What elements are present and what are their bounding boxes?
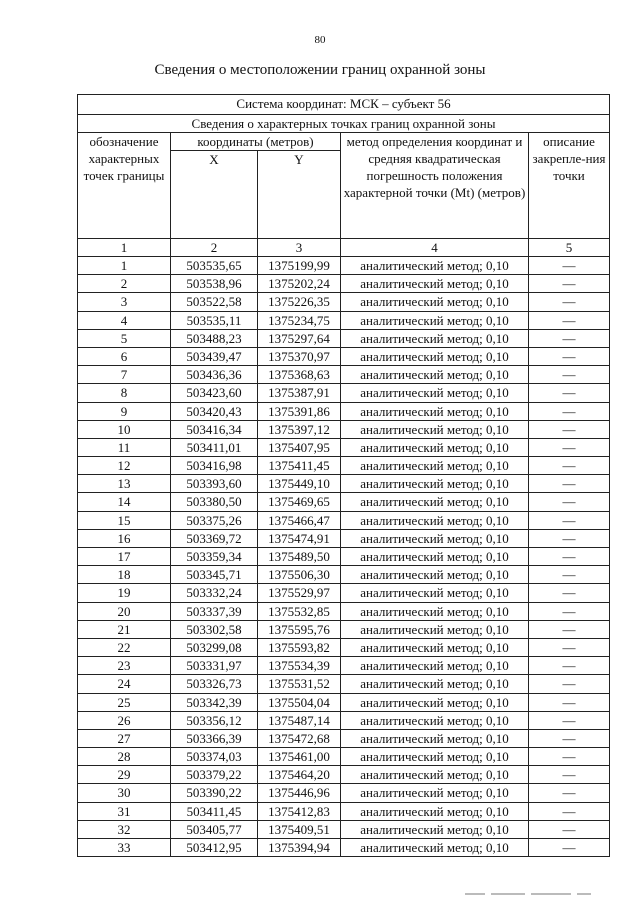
point-number: 26 bbox=[78, 711, 171, 729]
description-cell: — bbox=[529, 402, 610, 420]
coord-x: 503416,34 bbox=[171, 420, 258, 438]
column-number: 5 bbox=[529, 239, 610, 257]
point-number: 30 bbox=[78, 784, 171, 802]
coordinates-table bbox=[77, 94, 610, 857]
point-number: 22 bbox=[78, 638, 171, 656]
coord-x: 503535,65 bbox=[171, 257, 258, 275]
point-number: 10 bbox=[78, 420, 171, 438]
description-cell: — bbox=[529, 384, 610, 402]
point-number: 5 bbox=[78, 329, 171, 347]
header-method: метод определения координат и средняя квадратическая погрешность положения характерной точки (Mt) (метров) bbox=[341, 133, 529, 239]
description-cell: — bbox=[529, 693, 610, 711]
coord-x: 503423,60 bbox=[171, 384, 258, 402]
coord-y: 1375461,00 bbox=[258, 748, 341, 766]
description-cell: — bbox=[529, 711, 610, 729]
point-number: 16 bbox=[78, 529, 171, 547]
description-cell: — bbox=[529, 329, 610, 347]
description-cell: — bbox=[529, 839, 610, 857]
table-row bbox=[78, 566, 610, 584]
coord-y: 1375534,39 bbox=[258, 657, 341, 675]
coord-y: 1375387,91 bbox=[258, 384, 341, 402]
table-row bbox=[78, 420, 610, 438]
coord-x: 503359,34 bbox=[171, 548, 258, 566]
point-number: 33 bbox=[78, 839, 171, 857]
method-cell: аналитический метод; 0,10 bbox=[341, 529, 529, 547]
page-number: 80 bbox=[314, 34, 326, 46]
coord-y: 1375489,50 bbox=[258, 548, 341, 566]
table-row bbox=[78, 602, 610, 620]
table-row bbox=[78, 402, 610, 420]
description-cell: — bbox=[529, 493, 610, 511]
coord-y: 1375394,94 bbox=[258, 839, 341, 857]
table-row bbox=[78, 511, 610, 529]
coord-x: 503366,39 bbox=[171, 729, 258, 747]
header-y: Y bbox=[258, 151, 341, 239]
table-row bbox=[78, 729, 610, 747]
column-number: 1 bbox=[78, 239, 171, 257]
method-cell: аналитический метод; 0,10 bbox=[341, 566, 529, 584]
description-cell: — bbox=[529, 675, 610, 693]
coord-y: 1375409,51 bbox=[258, 820, 341, 838]
column-number: 2 bbox=[171, 239, 258, 257]
coord-y: 1375397,12 bbox=[258, 420, 341, 438]
point-number: 2 bbox=[78, 275, 171, 293]
description-cell: — bbox=[529, 475, 610, 493]
method-cell: аналитический метод; 0,10 bbox=[341, 675, 529, 693]
coord-x: 503356,12 bbox=[171, 711, 258, 729]
description-cell: — bbox=[529, 638, 610, 656]
coord-x: 503299,08 bbox=[171, 638, 258, 656]
method-cell: аналитический метод; 0,10 bbox=[341, 657, 529, 675]
point-number: 25 bbox=[78, 693, 171, 711]
description-cell: — bbox=[529, 311, 610, 329]
description-cell: — bbox=[529, 748, 610, 766]
description-cell: — bbox=[529, 257, 610, 275]
method-cell: аналитический метод; 0,10 bbox=[341, 620, 529, 638]
point-number: 19 bbox=[78, 584, 171, 602]
method-cell: аналитический метод; 0,10 bbox=[341, 638, 529, 656]
description-cell: — bbox=[529, 438, 610, 456]
table-row bbox=[78, 638, 610, 656]
table-row bbox=[78, 766, 610, 784]
coord-y: 1375506,30 bbox=[258, 566, 341, 584]
coord-y: 1375595,76 bbox=[258, 620, 341, 638]
table-row bbox=[78, 693, 610, 711]
coord-y: 1375504,04 bbox=[258, 693, 341, 711]
coord-y: 1375449,10 bbox=[258, 475, 341, 493]
table-row bbox=[78, 711, 610, 729]
method-cell: аналитический метод; 0,10 bbox=[341, 729, 529, 747]
method-cell: аналитический метод; 0,10 bbox=[341, 457, 529, 475]
coord-x: 503342,39 bbox=[171, 693, 258, 711]
coord-x: 503412,95 bbox=[171, 839, 258, 857]
coord-x: 503390,22 bbox=[171, 784, 258, 802]
coord-x: 503345,71 bbox=[171, 566, 258, 584]
coord-y: 1375368,63 bbox=[258, 366, 341, 384]
table-row bbox=[78, 675, 610, 693]
column-number: 4 bbox=[341, 239, 529, 257]
header-x: X bbox=[171, 151, 258, 239]
description-cell: — bbox=[529, 420, 610, 438]
table-row bbox=[78, 784, 610, 802]
table-row bbox=[78, 438, 610, 456]
table-row bbox=[78, 457, 610, 475]
coord-y: 1375226,35 bbox=[258, 293, 341, 311]
method-cell: аналитический метод; 0,10 bbox=[341, 475, 529, 493]
coord-x: 503405,77 bbox=[171, 820, 258, 838]
point-number: 31 bbox=[78, 802, 171, 820]
method-cell: аналитический метод; 0,10 bbox=[341, 402, 529, 420]
coord-x: 503380,50 bbox=[171, 493, 258, 511]
description-cell: — bbox=[529, 275, 610, 293]
method-cell: аналитический метод; 0,10 bbox=[341, 802, 529, 820]
coord-y: 1375411,45 bbox=[258, 457, 341, 475]
coord-x: 503436,36 bbox=[171, 366, 258, 384]
footer-scan-mark bbox=[465, 893, 605, 899]
method-cell: аналитический метод; 0,10 bbox=[341, 366, 529, 384]
document-title: Сведения о местоположении границ охранной зоны bbox=[154, 62, 486, 78]
table-subtitle: Сведения о характерных точках границ охранной зоны bbox=[78, 115, 610, 133]
coord-y: 1375464,20 bbox=[258, 766, 341, 784]
table-row bbox=[78, 366, 610, 384]
table-row bbox=[78, 293, 610, 311]
point-number: 4 bbox=[78, 311, 171, 329]
coord-x: 503538,96 bbox=[171, 275, 258, 293]
header-coordinates: координаты (метров) bbox=[171, 133, 341, 151]
coord-y: 1375446,96 bbox=[258, 784, 341, 802]
method-cell: аналитический метод; 0,10 bbox=[341, 420, 529, 438]
point-number: 1 bbox=[78, 257, 171, 275]
description-cell: — bbox=[529, 729, 610, 747]
coord-x: 503379,22 bbox=[171, 766, 258, 784]
method-cell: аналитический метод; 0,10 bbox=[341, 711, 529, 729]
coord-y: 1375297,64 bbox=[258, 329, 341, 347]
coord-x: 503488,23 bbox=[171, 329, 258, 347]
description-cell: — bbox=[529, 293, 610, 311]
coord-x: 503522,58 bbox=[171, 293, 258, 311]
table-row bbox=[78, 493, 610, 511]
method-cell: аналитический метод; 0,10 bbox=[341, 438, 529, 456]
coord-x: 503375,26 bbox=[171, 511, 258, 529]
coord-x: 503411,01 bbox=[171, 438, 258, 456]
coord-y: 1375532,85 bbox=[258, 602, 341, 620]
method-cell: аналитический метод; 0,10 bbox=[341, 511, 529, 529]
coord-y: 1375202,24 bbox=[258, 275, 341, 293]
method-cell: аналитический метод; 0,10 bbox=[341, 293, 529, 311]
method-cell: аналитический метод; 0,10 bbox=[341, 766, 529, 784]
coord-y: 1375593,82 bbox=[258, 638, 341, 656]
method-cell: аналитический метод; 0,10 bbox=[341, 839, 529, 857]
coord-x: 503326,73 bbox=[171, 675, 258, 693]
method-cell: аналитический метод; 0,10 bbox=[341, 347, 529, 365]
point-number: 32 bbox=[78, 820, 171, 838]
point-number: 14 bbox=[78, 493, 171, 511]
point-number: 21 bbox=[78, 620, 171, 638]
description-cell: — bbox=[529, 620, 610, 638]
point-number: 3 bbox=[78, 293, 171, 311]
header-point-designation: обозначение характерных точек границы bbox=[78, 133, 171, 239]
description-cell: — bbox=[529, 820, 610, 838]
table-row bbox=[78, 657, 610, 675]
coord-y: 1375391,86 bbox=[258, 402, 341, 420]
method-cell: аналитический метод; 0,10 bbox=[341, 384, 529, 402]
method-cell: аналитический метод; 0,10 bbox=[341, 311, 529, 329]
method-cell: аналитический метод; 0,10 bbox=[341, 584, 529, 602]
description-cell: — bbox=[529, 548, 610, 566]
point-number: 8 bbox=[78, 384, 171, 402]
table-row bbox=[78, 275, 610, 293]
coord-y: 1375234,75 bbox=[258, 311, 341, 329]
coord-x: 503416,98 bbox=[171, 457, 258, 475]
column-number: 3 bbox=[258, 239, 341, 257]
point-number: 24 bbox=[78, 675, 171, 693]
description-cell: — bbox=[529, 584, 610, 602]
table-row bbox=[78, 584, 610, 602]
point-number: 13 bbox=[78, 475, 171, 493]
point-number: 15 bbox=[78, 511, 171, 529]
coord-x: 503332,24 bbox=[171, 584, 258, 602]
table-row bbox=[78, 748, 610, 766]
coord-y: 1375370,97 bbox=[258, 347, 341, 365]
coord-x: 503439,47 bbox=[171, 347, 258, 365]
coord-x: 503337,39 bbox=[171, 602, 258, 620]
method-cell: аналитический метод; 0,10 bbox=[341, 748, 529, 766]
method-cell: аналитический метод; 0,10 bbox=[341, 784, 529, 802]
table-row bbox=[78, 384, 610, 402]
description-cell: — bbox=[529, 529, 610, 547]
method-cell: аналитический метод; 0,10 bbox=[341, 820, 529, 838]
point-number: 17 bbox=[78, 548, 171, 566]
point-number: 23 bbox=[78, 657, 171, 675]
coordinate-system-caption: Система координат: МСК – субъект 56 bbox=[78, 95, 610, 115]
method-cell: аналитический метод; 0,10 bbox=[341, 493, 529, 511]
table-row bbox=[78, 820, 610, 838]
method-cell: аналитический метод; 0,10 bbox=[341, 693, 529, 711]
table-row bbox=[78, 620, 610, 638]
coord-y: 1375469,65 bbox=[258, 493, 341, 511]
table-row bbox=[78, 802, 610, 820]
table-row bbox=[78, 839, 610, 857]
point-number: 28 bbox=[78, 748, 171, 766]
method-cell: аналитический метод; 0,10 bbox=[341, 602, 529, 620]
description-cell: — bbox=[529, 657, 610, 675]
description-cell: — bbox=[529, 566, 610, 584]
table-row bbox=[78, 329, 610, 347]
coord-x: 503411,45 bbox=[171, 802, 258, 820]
coord-x: 503393,60 bbox=[171, 475, 258, 493]
description-cell: — bbox=[529, 602, 610, 620]
coord-x: 503374,03 bbox=[171, 748, 258, 766]
method-cell: аналитический метод; 0,10 bbox=[341, 275, 529, 293]
description-cell: — bbox=[529, 511, 610, 529]
point-number: 18 bbox=[78, 566, 171, 584]
description-cell: — bbox=[529, 784, 610, 802]
table-row bbox=[78, 311, 610, 329]
method-cell: аналитический метод; 0,10 bbox=[341, 548, 529, 566]
coord-y: 1375412,83 bbox=[258, 802, 341, 820]
coord-x: 503420,43 bbox=[171, 402, 258, 420]
coord-y: 1375474,91 bbox=[258, 529, 341, 547]
method-cell: аналитический метод; 0,10 bbox=[341, 329, 529, 347]
description-cell: — bbox=[529, 802, 610, 820]
coord-x: 503535,11 bbox=[171, 311, 258, 329]
coord-y: 1375529,97 bbox=[258, 584, 341, 602]
point-number: 20 bbox=[78, 602, 171, 620]
point-number: 27 bbox=[78, 729, 171, 747]
coord-y: 1375466,47 bbox=[258, 511, 341, 529]
coord-y: 1375531,52 bbox=[258, 675, 341, 693]
table-row bbox=[78, 347, 610, 365]
coord-y: 1375199,99 bbox=[258, 257, 341, 275]
table-row bbox=[78, 475, 610, 493]
table-row bbox=[78, 548, 610, 566]
description-cell: — bbox=[529, 457, 610, 475]
coord-x: 503302,58 bbox=[171, 620, 258, 638]
coord-y: 1375472,68 bbox=[258, 729, 341, 747]
description-cell: — bbox=[529, 366, 610, 384]
table-row bbox=[78, 529, 610, 547]
table-row bbox=[78, 257, 610, 275]
method-cell: аналитический метод; 0,10 bbox=[341, 257, 529, 275]
coord-x: 503369,72 bbox=[171, 529, 258, 547]
point-number: 12 bbox=[78, 457, 171, 475]
description-cell: — bbox=[529, 766, 610, 784]
coord-y: 1375487,14 bbox=[258, 711, 341, 729]
point-number: 9 bbox=[78, 402, 171, 420]
point-number: 6 bbox=[78, 347, 171, 365]
point-number: 7 bbox=[78, 366, 171, 384]
header-description: описание закрепле-ния точки bbox=[529, 133, 610, 239]
coord-x: 503331,97 bbox=[171, 657, 258, 675]
point-number: 11 bbox=[78, 438, 171, 456]
description-cell: — bbox=[529, 347, 610, 365]
coord-y: 1375407,95 bbox=[258, 438, 341, 456]
point-number: 29 bbox=[78, 766, 171, 784]
